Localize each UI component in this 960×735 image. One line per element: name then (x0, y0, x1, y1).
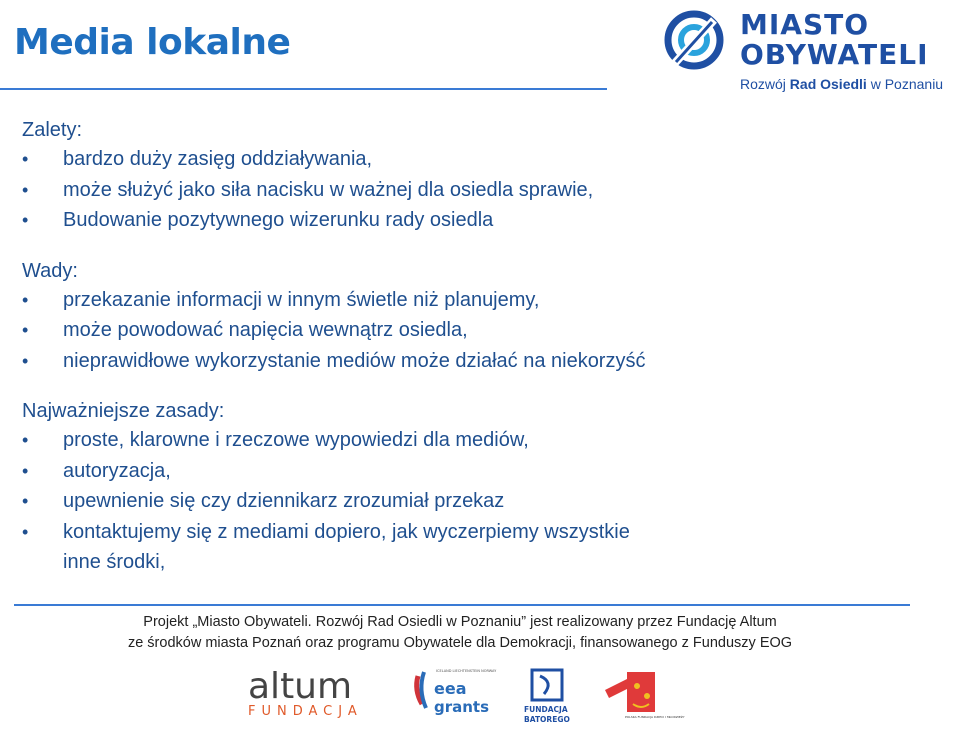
list-item: • przekazanie informacji w innym świetle niż planujemy, (22, 285, 922, 316)
polska-fundacja-logo (603, 664, 685, 724)
bullet-list (22, 425, 922, 578)
fundacja-batorego-logo (522, 668, 576, 724)
footer-line-1: Projekt „Miasto Obywateli. Rozwój Rad Osiedli w Poznaniu” jest realizowany przez Fundację Altum (143, 614, 777, 630)
list-item: • Budowanie pozytywnego wizerunku rady osiedla (22, 205, 922, 236)
list-item: • autoryzacja, (22, 456, 922, 487)
slide-content (22, 116, 922, 578)
list-item: • kontaktujemy się z mediami dopiero, jak wyczerpiemy wszystkie inne środki, (22, 517, 663, 578)
pol-fundacja-icon (603, 664, 685, 724)
title-underline (0, 88, 607, 90)
section-heading: Najważniejsze zasady: (22, 400, 225, 422)
section-heading: Zalety: (22, 119, 83, 141)
section-zasady (22, 397, 922, 578)
logo-subtitle (740, 76, 943, 92)
eea-grants-logo (412, 664, 497, 724)
batory-line-2: BATOREGO (524, 715, 570, 724)
logo-sub-bold: Rad Osiedli (789, 76, 867, 92)
grants-word: grants (434, 698, 490, 716)
section-heading: Wady: (22, 259, 78, 282)
list-item: • może służyć jako siła nacisku w ważnej dla osiedla sprawie, (22, 175, 922, 206)
pol-fundacja-text: POLSKA FUNDACJA DZIECI I MŁODZIEŻY (625, 715, 685, 719)
eea-word: eea (434, 679, 467, 698)
logo-emblem-icon (662, 6, 732, 76)
altum-logo (248, 666, 363, 722)
footer-divider (14, 604, 910, 606)
eea-countries: ICELAND LIECHTENSTEIN NORWAY (436, 669, 497, 673)
logo-sub-prefix: Rozwój (740, 76, 790, 92)
section-zalety (22, 116, 922, 236)
bullet-list (22, 285, 922, 377)
logo-sub-suffix: w Poznaniu (866, 76, 944, 92)
footer-funding-note (0, 612, 920, 654)
list-item: • bardzo duży zasięg oddziaływania, (22, 144, 922, 175)
bullet-list (22, 144, 922, 236)
batory-line-1: FUNDACJA (524, 705, 568, 714)
footer-line-2: ze środków miasta Poznań oraz programu Obywatele dla Demokracji, finansowanego z Funduszy EOG (127, 635, 793, 651)
batory-icon (522, 668, 576, 724)
list-item: • upewnienie się czy dziennikarz zrozumiał przekaz (22, 486, 922, 517)
logo-line-1: MIASTO (740, 8, 870, 41)
page-title: Media lokalne (14, 22, 291, 63)
altum-wordmark: altum (248, 666, 353, 707)
list-item: • może powodować napięcia wewnątrz osiedla, (22, 315, 922, 346)
miasto-obywateli-logo (662, 6, 958, 98)
eea-grants-icon (412, 664, 497, 724)
section-wady (22, 257, 922, 377)
list-item: • proste, klarowne i rzeczowe wypowiedzi dla mediów, (22, 425, 922, 456)
list-item: • nieprawidłowe wykorzystanie mediów może działać na niekorzyść (22, 346, 922, 377)
logo-line-2: OBYWATELI (740, 38, 929, 71)
altum-subtitle: FUNDACJA (248, 704, 363, 719)
